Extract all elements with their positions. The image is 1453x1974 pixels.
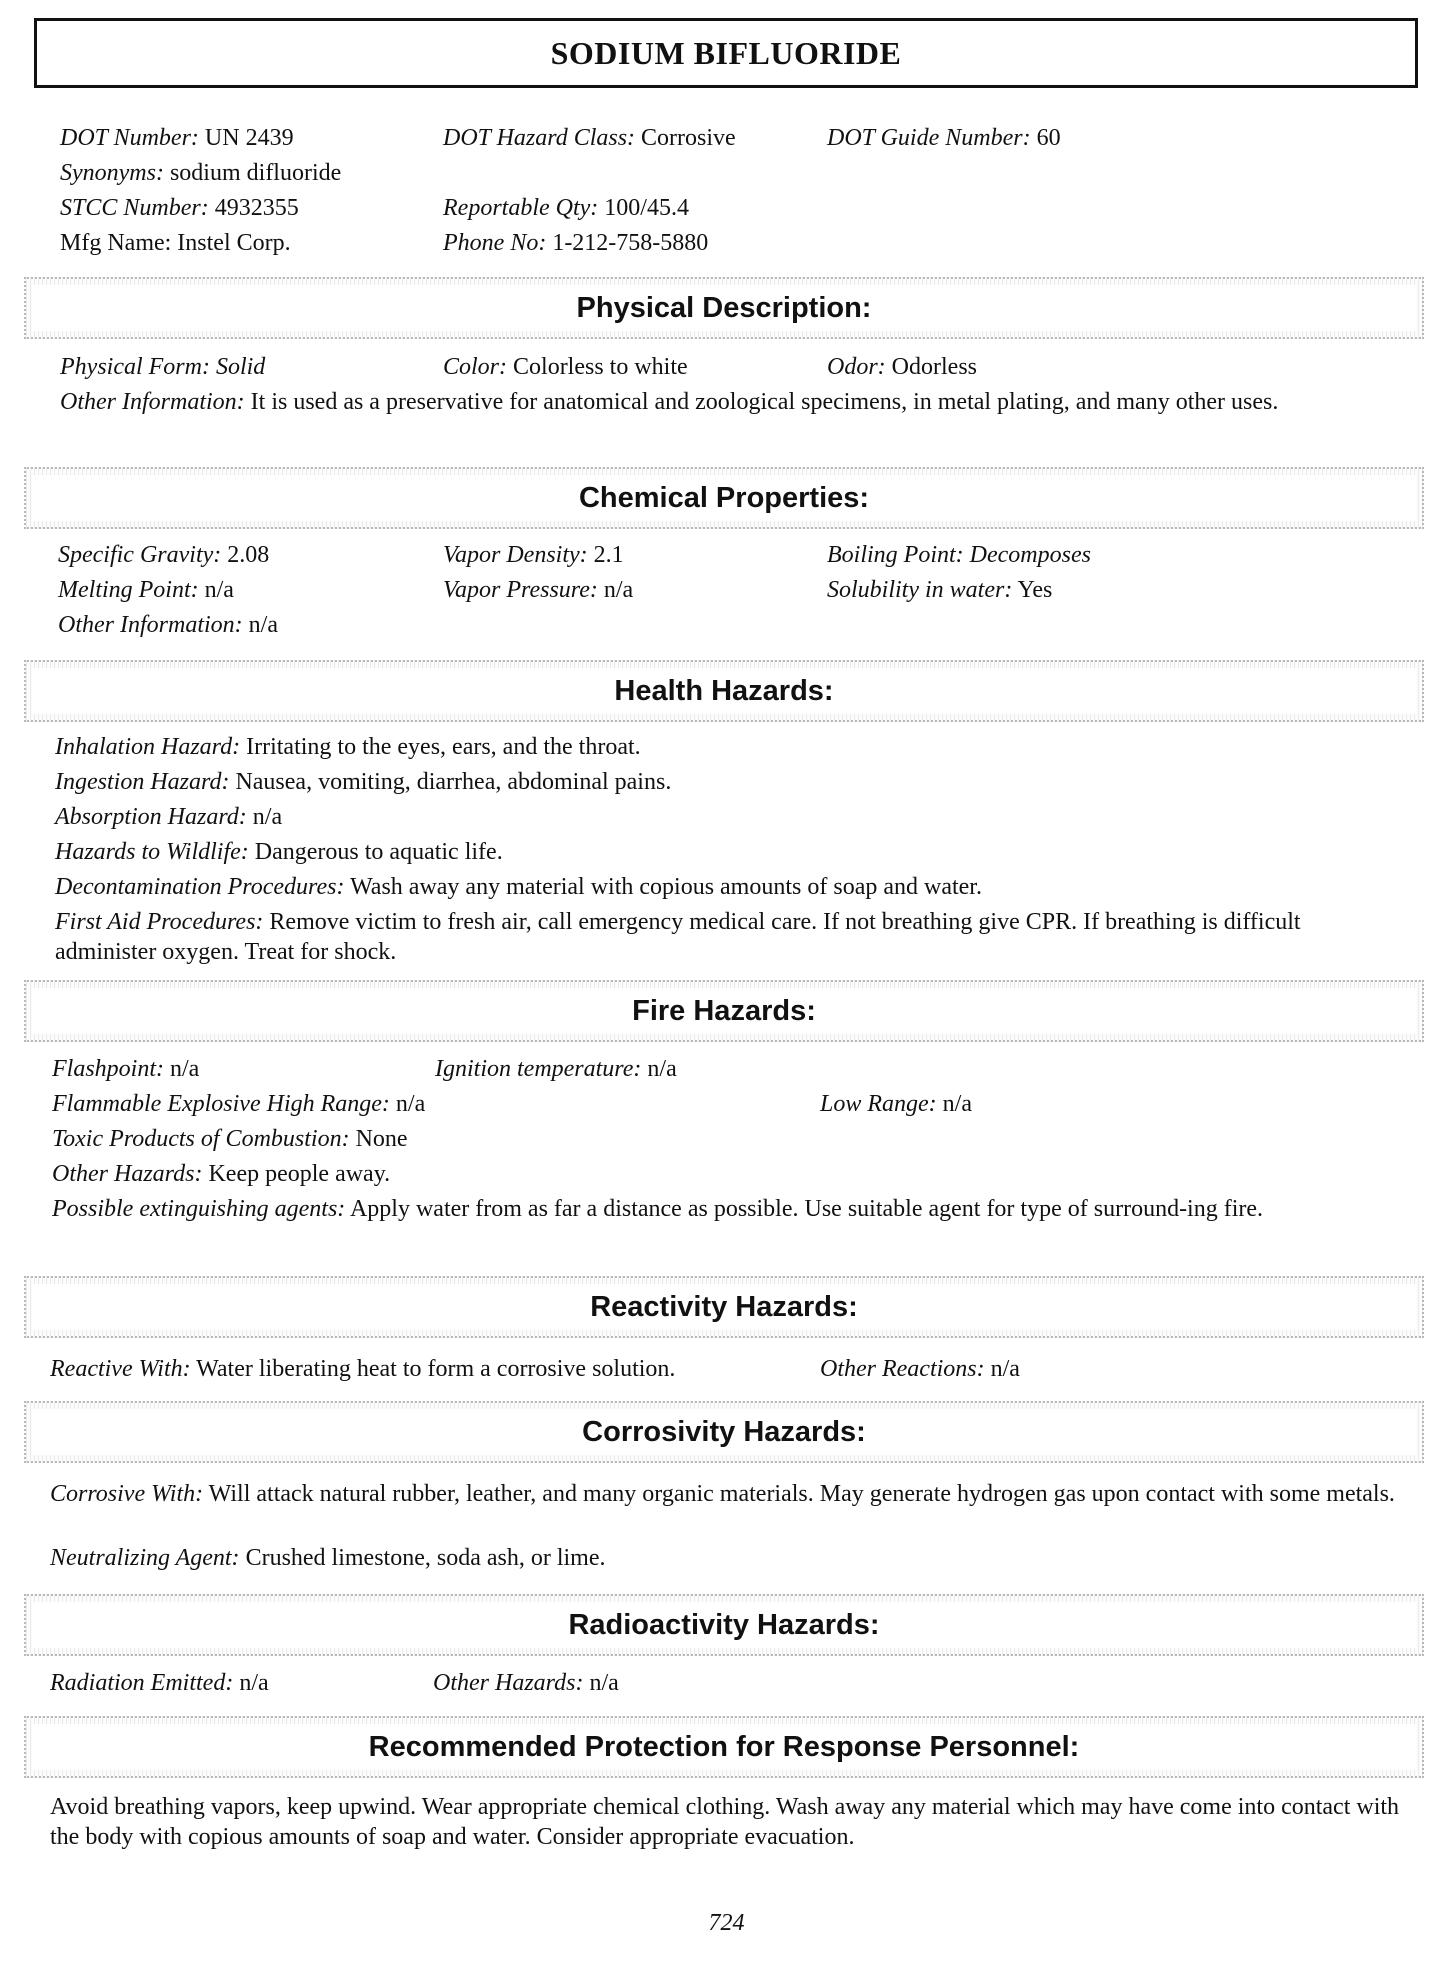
- section-heading: Physical Description:: [576, 291, 872, 324]
- dot-guide-number: DOT Guide Number: 60: [827, 125, 1061, 151]
- possible-extinguishing-agents: Possible extinguishing agents: Apply water from as far a distance as possible. Use suitable agent for type of surround-ing fire.: [52, 1196, 1264, 1222]
- first-aid-procedures: First Aid Procedures: Remove victim to fresh air, call emergency medical care. If not breathing give CPR. If breathing is difficult administer oxygen. Treat for shock.: [55, 909, 1301, 965]
- section-heading: Recommended Protection for Response Personnel:: [368, 1730, 1080, 1763]
- phone-no: Phone No: 1-212-758-5880: [443, 230, 709, 256]
- radioactivity-other-hazards: Other Hazards: n/a: [433, 1670, 619, 1696]
- solubility-in-water: Solubility in water: Yes: [827, 577, 1053, 603]
- inhalation-hazard: Inhalation Hazard: Irritating to the eyes, ears, and the throat.: [55, 734, 641, 760]
- vapor-density: Vapor Density: 2.1: [443, 542, 624, 568]
- reactive-with: Reactive With: Water liberating heat to form a corrosive solution.: [50, 1356, 676, 1382]
- title-box: [34, 18, 1418, 88]
- absorption-hazard: Absorption Hazard: n/a: [55, 804, 283, 830]
- protection-text: Avoid breathing vapors, keep upwind. Wear appropriate chemical clothing. Wash away any material which may have come into contact with the body with copious amounts of soap and water. Consider appropriate evacuation.: [50, 1794, 1400, 1850]
- section-heading: Corrosivity Hazards:: [582, 1415, 866, 1448]
- flammable-explosive-high-range: Flammable Explosive High Range: n/a: [52, 1091, 426, 1117]
- section-chemical-properties: [24, 467, 1424, 529]
- toxic-products-of-combustion: Toxic Products of Combustion: None: [52, 1126, 408, 1152]
- synonyms: Synonyms: sodium difluoride: [60, 160, 342, 186]
- section-heading: Reactivity Hazards:: [590, 1290, 858, 1323]
- neutralizing-agent: Neutralizing Agent: Crushed limestone, soda ash, or lime.: [50, 1545, 606, 1571]
- stcc-number: STCC Number: 4932355: [60, 195, 299, 221]
- section-heading: Radioactivity Hazards:: [568, 1608, 880, 1641]
- section-recommended-protection: [24, 1716, 1424, 1778]
- dot-hazard-class: DOT Hazard Class: Corrosive: [443, 125, 736, 151]
- section-heading: Health Hazards:: [614, 674, 834, 707]
- hazards-to-wildlife: Hazards to Wildlife: Dangerous to aquatic life.: [55, 839, 503, 865]
- physical-form: Physical Form: Solid: [60, 354, 266, 380]
- physical-other-information: Other Information: It is used as a preservative for anatomical and zoological specimens, in metal plating, and many other uses.: [60, 389, 1279, 415]
- section-radioactivity-hazards: [24, 1594, 1424, 1656]
- section-physical-description: [24, 277, 1424, 339]
- section-fire-hazards: [24, 980, 1424, 1042]
- radiation-emitted: Radiation Emitted: n/a: [50, 1670, 269, 1696]
- vapor-pressure: Vapor Pressure: n/a: [443, 577, 634, 603]
- section-corrosivity-hazards: [24, 1401, 1424, 1463]
- reportable-qty: Reportable Qty: 100/45.4: [443, 195, 689, 221]
- decontamination-procedures: Decontamination Procedures: Wash away any material with copious amounts of soap and water.: [55, 874, 982, 900]
- corrosive-with: Corrosive With: Will attack natural rubber, leather, and many organic materials. May generate hydrogen gas upon contact with some metals.: [50, 1481, 1395, 1507]
- section-heading: Chemical Properties:: [578, 481, 870, 514]
- section-health-hazards: [24, 660, 1424, 722]
- section-heading: Fire Hazards:: [632, 994, 816, 1027]
- odor: Odor: Odorless: [827, 354, 977, 380]
- section-reactivity-hazards: [24, 1276, 1424, 1338]
- ingestion-hazard: Ingestion Hazard: Nausea, vomiting, diarrhea, abdominal pains.: [55, 769, 672, 795]
- dot-number: DOT Number: UN 2439: [60, 125, 294, 151]
- mfg-name: Mfg Name: Instel Corp.: [60, 230, 291, 256]
- boiling-point: Boiling Point: Decomposes: [827, 542, 1091, 568]
- chemical-other-information: Other Information: n/a: [58, 612, 278, 638]
- page-number: 724: [708, 1910, 745, 1936]
- color: Color: Colorless to white: [443, 354, 688, 380]
- low-range: Low Range: n/a: [820, 1091, 972, 1117]
- page-title: SODIUM BIFLUORIDE: [550, 34, 902, 71]
- flashpoint: Flashpoint: n/a: [52, 1056, 200, 1082]
- other-hazards: Other Hazards: Keep people away.: [52, 1161, 391, 1187]
- ignition-temperature: Ignition temperature: n/a: [435, 1056, 677, 1082]
- other-reactions: Other Reactions: n/a: [820, 1356, 1020, 1382]
- specific-gravity: Specific Gravity: 2.08: [58, 542, 270, 568]
- melting-point: Melting Point: n/a: [58, 577, 234, 603]
